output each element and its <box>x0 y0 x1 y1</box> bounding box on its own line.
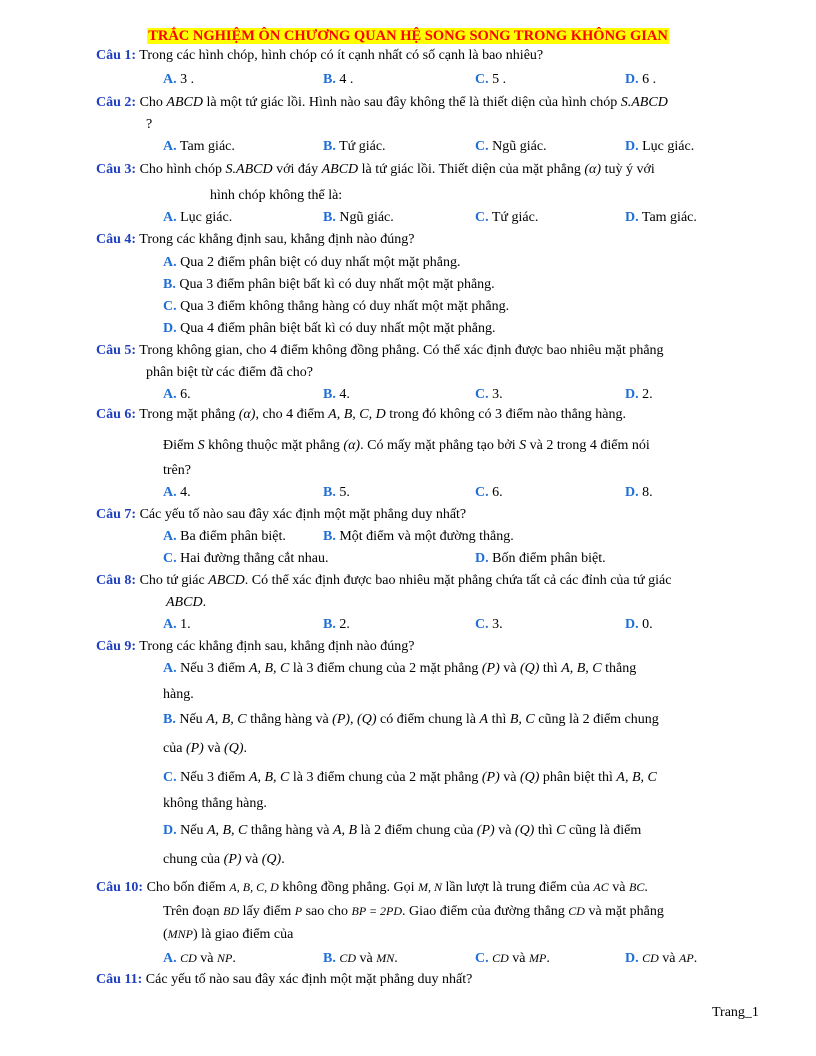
q1-option-a: A. 3 . <box>163 72 195 87</box>
question-4: Câu 4: Trong các khẳng định sau, khẳng định nào đúng? <box>96 232 415 247</box>
q6-option-b: B. 5. <box>323 485 350 500</box>
question-10-line-2: Trên đoạn BD lấy điểm P sao cho BP = 2PD. Giao điểm của đường thẳng CD và mặt phẳng <box>163 904 664 919</box>
question-6-line-3: trên? <box>163 463 191 478</box>
question-2-line-2: ? <box>146 117 153 132</box>
page-footer: Trang_1 <box>712 1005 759 1020</box>
q6-option-a: A. 4. <box>163 485 191 500</box>
q9-option-b: B. Nếu A, B, C thẳng hàng và (P), (Q) có điểm chung là A thì B, C cũng là 2 điểm chung <box>163 712 659 727</box>
question-2: Câu 2: Cho ABCD là một tứ giác lồi. Hình nào sau đây không thể là thiết diện của hình chóp S.ABCD <box>96 95 668 110</box>
q6-option-c: C. 6. <box>475 485 503 500</box>
q1-option-b: B. 4 . <box>323 72 354 87</box>
question-5: Câu 5: Trong không gian, cho 4 điểm không đồng phẳng. Có thể xác định được bao nhiêu mặt phẳng <box>96 343 664 358</box>
q5-option-c: C. 3. <box>475 387 503 402</box>
q9-option-b-line-2: của (P) và (Q). <box>163 741 247 756</box>
q2-option-d: D. Lục giác. <box>625 139 695 154</box>
q8-option-d: D. 0. <box>625 617 653 632</box>
q7-option-c: C. Hai đường thẳng cắt nhau. <box>163 551 329 566</box>
q9-option-c: C. Nếu 3 điểm A, B, C là 3 điểm chung của 2 mặt phẳng (P) và (Q) phân biệt thì A, B, C <box>163 770 657 785</box>
page-title: TRẮC NGHIỆM ÔN CHƯƠNG QUAN HỆ SONG SONG TRONG KHÔNG GIAN <box>148 28 668 44</box>
q2-option-c: C. Ngũ giác. <box>475 139 547 154</box>
question-10: Câu 10: Cho bốn điểm A, B, C, D không đồng phẳng. Gọi M, N lần lượt là trung điểm của AC và BC. <box>96 880 648 895</box>
question-6: Câu 6: Trong mặt phẳng (α), cho 4 điểm A, B, C, D trong đó không có 3 điểm nào thẳng hàng. <box>96 407 627 422</box>
question-3: Câu 3: Cho hình chóp S.ABCD với đáy ABCD là tứ giác lồi. Thiết diện của mặt phẳng (α) tuỳ ý với <box>96 162 655 177</box>
question-8-line-2: ABCD. <box>166 595 207 610</box>
q1-option-d: D. 6 . <box>625 72 657 87</box>
question-1: Câu 1: Trong các hình chóp, hình chóp có ít cạnh nhất có số cạnh là bao nhiêu? <box>96 48 544 63</box>
q5-option-a: A. 6. <box>163 387 191 402</box>
question-3-line-2: hình chóp không thể là: <box>210 188 343 203</box>
q9-option-d-line-2: chung của (P) và (Q). <box>163 852 285 867</box>
q9-option-d: D. Nếu A, B, C thẳng hàng và A, B là 2 điểm chung của (P) và (Q) thì C cũng là điểm <box>163 823 642 838</box>
q10-option-c: C. CD và MP. <box>475 951 550 966</box>
q9-option-c-line-2: không thẳng hàng. <box>163 796 267 811</box>
question-6-line-2: Điểm S không thuộc mặt phẳng (α). Có mấy mặt phẳng tạo bởi S và 2 trong 4 điểm nói <box>163 438 650 453</box>
q1-option-c: C. 5 . <box>475 72 507 87</box>
q7-option-b: B. Một điểm và một đường thẳng. <box>323 529 514 544</box>
q3-option-b: B. Ngũ giác. <box>323 210 394 225</box>
q8-option-c: C. 3. <box>475 617 503 632</box>
q5-option-d: D. 2. <box>625 387 653 402</box>
question-9: Câu 9: Trong các khẳng định sau, khẳng định nào đúng? <box>96 639 415 654</box>
q4-option-a: A. Qua 2 điểm phân biệt có duy nhất một mặt phẳng. <box>163 255 461 270</box>
q3-option-a: A. Lục giác. <box>163 210 233 225</box>
q9-option-a-line-2: hàng. <box>163 687 194 702</box>
q5-option-b: B. 4. <box>323 387 350 402</box>
q7-option-d: D. Bốn điểm phân biệt. <box>475 551 606 566</box>
q10-option-d: D. CD và AP. <box>625 951 698 966</box>
q10-option-a: A. CD và NP. <box>163 951 236 966</box>
q6-option-d: D. 8. <box>625 485 653 500</box>
q3-option-c: C. Tứ giác. <box>475 210 539 225</box>
q10-option-b: B. CD và MN. <box>323 951 398 966</box>
question-10-line-3: (MNP) là giao điểm của <box>163 927 294 942</box>
q8-option-a: A. 1. <box>163 617 191 632</box>
q4-option-d: D. Qua 4 điểm phân biệt bất kì có duy nhất một mặt phẳng. <box>163 321 496 336</box>
q9-option-a: A. Nếu 3 điểm A, B, C là 3 điểm chung của 2 mặt phẳng (P) và (Q) thì A, B, C thẳng <box>163 661 637 676</box>
q2-option-b: B. Tứ giác. <box>323 139 386 154</box>
question-7: Câu 7: Các yếu tố nào sau đây xác định một mặt phẳng duy nhất? <box>96 507 467 522</box>
q4-option-c: C. Qua 3 điểm không thẳng hàng có duy nhất một mặt phẳng. <box>163 299 510 314</box>
q8-option-b: B. 2. <box>323 617 350 632</box>
q4-option-b: B. Qua 3 điểm phân biệt bất kì có duy nhất một mặt phẳng. <box>163 277 495 292</box>
q2-option-a: A. Tam giác. <box>163 139 235 154</box>
question-8: Câu 8: Cho tứ giác ABCD. Có thể xác định được bao nhiêu mặt phẳng chứa tất cả các đỉnh của tứ giác <box>96 573 672 588</box>
q7-option-a: A. Ba điểm phân biệt. <box>163 529 286 544</box>
question-11: Câu 11: Các yếu tố nào sau đây xác định một mặt phẳng duy nhất? <box>96 972 473 987</box>
q3-option-d: D. Tam giác. <box>625 210 697 225</box>
question-5-line-2: phân biệt từ các điểm đã cho? <box>146 365 313 380</box>
